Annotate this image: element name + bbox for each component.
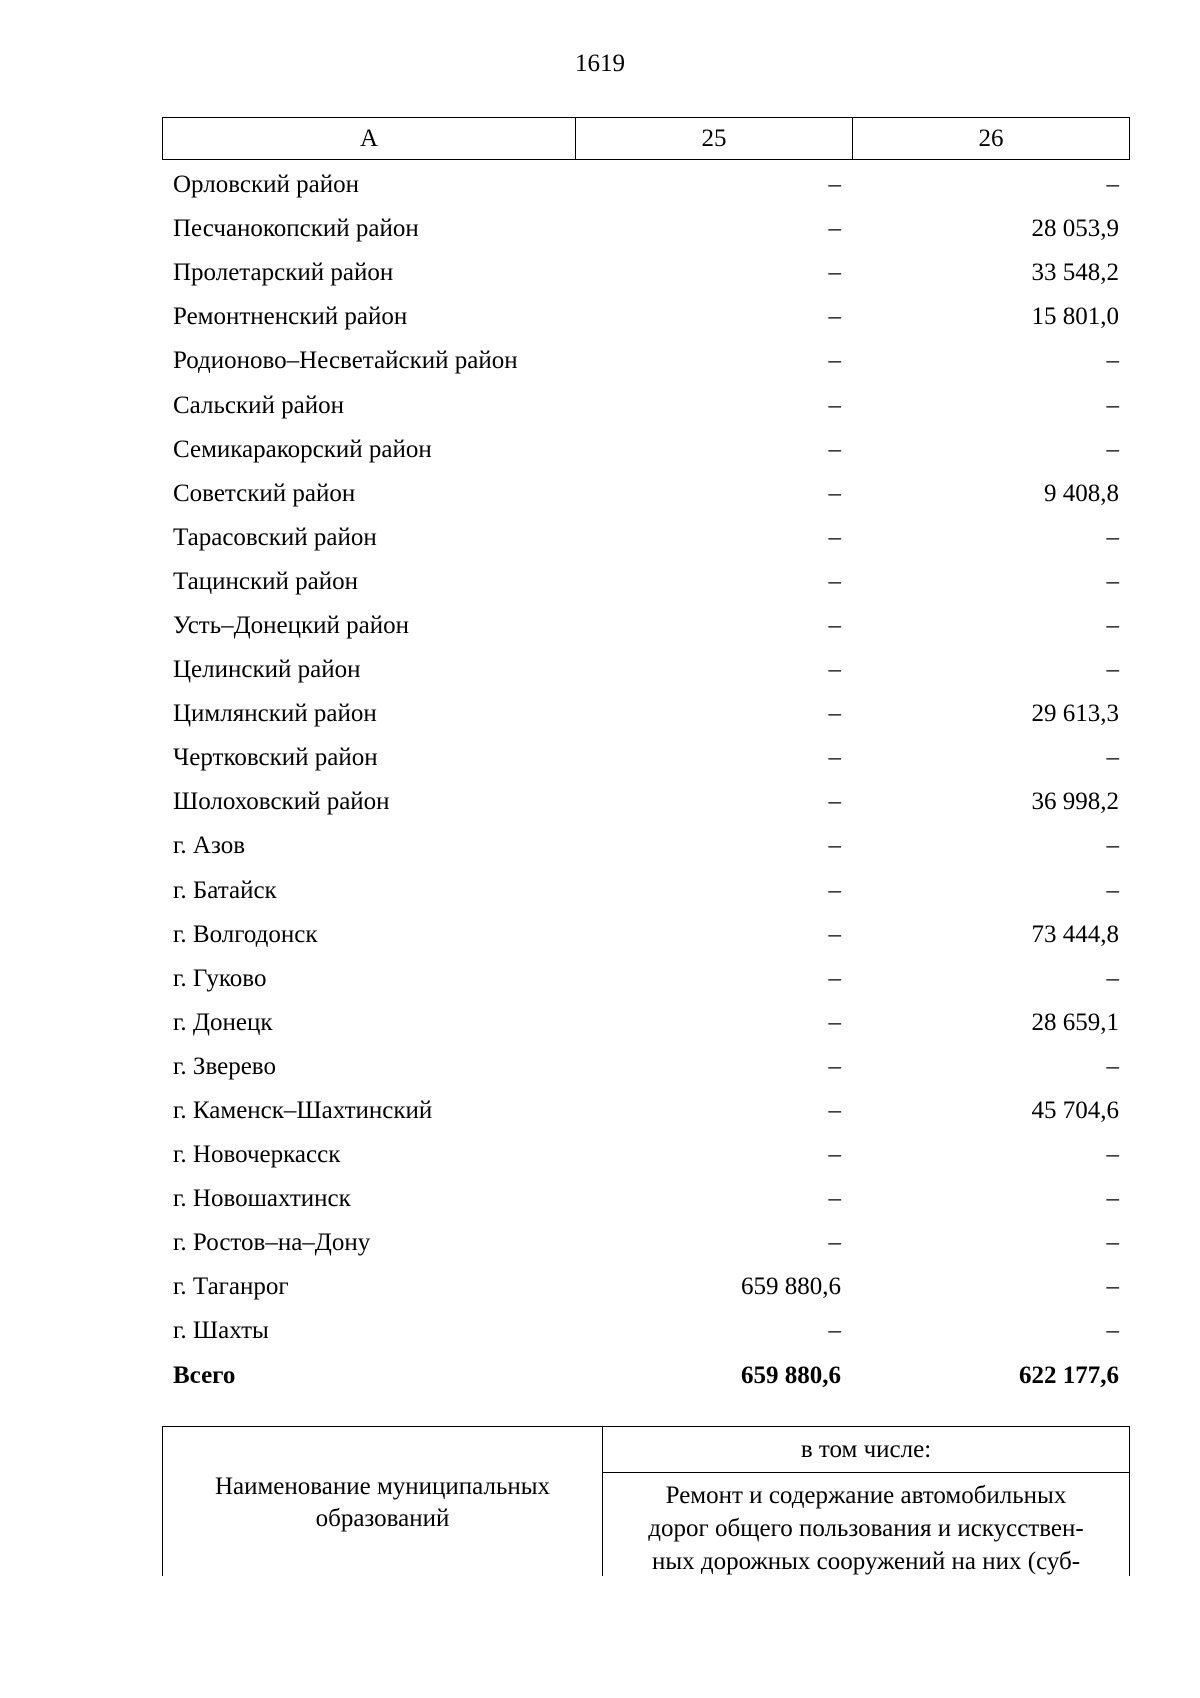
table-row	[162, 869, 1130, 913]
value-col-26: –	[1106, 1317, 1119, 1345]
municipality-name: г. Каменск–Шахтинский	[173, 1097, 433, 1125]
value-col-25: –	[828, 303, 841, 331]
value-col-26: –	[1106, 832, 1119, 860]
value-col-25: –	[828, 788, 841, 816]
municipality-name: г. Шахты	[173, 1317, 269, 1345]
table-row	[162, 1045, 1130, 1089]
value-col-26: 28 053,9	[1031, 215, 1119, 243]
table-row	[162, 383, 1130, 427]
column-header-25: 25	[576, 118, 853, 159]
table-row	[162, 339, 1130, 383]
table-row	[162, 692, 1130, 736]
table-row	[162, 560, 1130, 604]
table-row	[162, 207, 1130, 251]
value-col-26: –	[1106, 347, 1119, 375]
value-col-26: –	[1106, 567, 1119, 595]
value-col-26: 33 548,2	[1031, 259, 1119, 287]
table-row	[162, 1309, 1130, 1353]
value-col-26: –	[1106, 656, 1119, 684]
municipality-name: Тацинский район	[173, 567, 358, 595]
value-col-26: 622 177,6	[1019, 1361, 1119, 1389]
table-row	[162, 251, 1130, 295]
value-col-26: 36 998,2	[1031, 788, 1119, 816]
municipality-name: г. Ростов–на–Дону	[173, 1229, 371, 1257]
table-row	[162, 736, 1130, 780]
municipality-name: г. Азов	[173, 832, 246, 860]
value-col-25: –	[828, 611, 841, 639]
value-col-26: 73 444,8	[1031, 920, 1119, 948]
table-row	[162, 428, 1130, 472]
municipality-name: г. Зверево	[173, 1052, 276, 1080]
municipality-name: Тарасовский район	[173, 523, 377, 551]
value-col-26: –	[1106, 744, 1119, 772]
value-col-25: –	[828, 744, 841, 772]
value-col-26: 9 408,8	[1044, 479, 1119, 507]
value-col-26: –	[1106, 1141, 1119, 1169]
value-col-26: –	[1106, 876, 1119, 904]
municipality-name: Ремонтненский район	[173, 303, 408, 331]
value-col-25: –	[828, 479, 841, 507]
municipality-name: Пролетарский район	[173, 259, 394, 287]
header-line: образований	[315, 1505, 450, 1532]
value-col-26: –	[1106, 391, 1119, 419]
value-col-25: –	[828, 435, 841, 463]
column-header-26: 26	[978, 124, 1004, 152]
value-col-25: –	[828, 1052, 841, 1080]
value-col-25: –	[828, 171, 841, 199]
municipality-name: г. Таганрог	[173, 1273, 289, 1301]
table-row	[162, 472, 1130, 516]
municipality-name: Сальский район	[173, 391, 344, 419]
value-col-26: 15 801,0	[1031, 303, 1119, 331]
municipality-name: г. Новошахтинск	[173, 1185, 351, 1213]
table-row	[162, 295, 1130, 339]
value-col-26: –	[1106, 964, 1119, 992]
header-line: Ремонт и содержание автомобильных	[665, 1482, 1067, 1509]
municipality-name: Усть–Донецкий район	[173, 611, 410, 639]
value-col-26: –	[1106, 171, 1119, 199]
value-col-26: 45 704,6	[1031, 1097, 1119, 1125]
municipality-name: г. Донецк	[173, 1008, 273, 1036]
header-line: Наименование муниципальных	[214, 1473, 551, 1500]
municipality-name: Родионово–Несветайский район	[173, 347, 518, 375]
value-col-26: 28 659,1	[1031, 1008, 1119, 1036]
table-row	[162, 1265, 1130, 1309]
value-col-25: –	[828, 1008, 841, 1036]
table-row	[162, 516, 1130, 560]
value-col-25: –	[828, 215, 841, 243]
value-col-25: –	[828, 656, 841, 684]
value-col-25: –	[828, 1141, 841, 1169]
table-body	[162, 163, 1130, 1398]
page-number: 1619	[575, 50, 625, 77]
value-col-25: –	[828, 1097, 841, 1125]
municipality-name: г. Новочеркасск	[173, 1141, 341, 1169]
value-col-25: –	[828, 523, 841, 551]
value-col-25: –	[828, 832, 841, 860]
value-col-26: –	[1106, 1273, 1119, 1301]
value-col-26: –	[1106, 523, 1119, 551]
second-table-header	[162, 1426, 1130, 1576]
table-row	[162, 1221, 1130, 1265]
table-header	[162, 117, 1130, 160]
value-col-25: –	[828, 347, 841, 375]
value-col-25: 659 880,6	[741, 1273, 841, 1301]
column-header-a: А	[163, 118, 576, 159]
header-line: дорог общего пользования и искусствен-	[648, 1515, 1084, 1542]
table-row	[162, 824, 1130, 868]
total-row	[162, 1354, 1130, 1398]
value-col-25: –	[828, 391, 841, 419]
value-col-26: –	[1106, 1052, 1119, 1080]
municipality-name: г. Волгодонск	[173, 920, 318, 948]
header-line: ных дорожных сооружений на них (суб-	[651, 1548, 1081, 1575]
road-repair-header	[603, 1475, 1129, 1578]
table-row	[162, 163, 1130, 207]
municipality-name: Орловский район	[173, 171, 359, 199]
value-col-25: –	[828, 567, 841, 595]
table-row	[162, 604, 1130, 648]
municipality-name: Цимлянский район	[173, 700, 377, 728]
table-row	[162, 1001, 1130, 1045]
municipality-name: Песчанокопский район	[173, 215, 419, 243]
municipality-name: Чертковский район	[173, 744, 378, 772]
table-row	[162, 1177, 1130, 1221]
table-row	[162, 913, 1130, 957]
value-col-25: –	[828, 964, 841, 992]
municipality-name: Семикаракорский район	[173, 435, 432, 463]
value-col-26: –	[1106, 435, 1119, 463]
value-col-25: –	[828, 259, 841, 287]
value-col-26: –	[1106, 1185, 1119, 1213]
value-col-25: –	[828, 1185, 841, 1213]
municipality-name: Целинский район	[173, 656, 361, 684]
municipality-name: г. Гуково	[173, 964, 267, 992]
value-col-26: –	[1106, 1229, 1119, 1257]
value-col-25: 659 880,6	[741, 1361, 841, 1389]
value-col-25: –	[828, 1317, 841, 1345]
value-col-26: 29 613,3	[1031, 700, 1119, 728]
municipality-name: Всего	[173, 1361, 236, 1389]
including-header: в том числе:	[603, 1427, 1129, 1473]
table-row	[162, 1089, 1130, 1133]
value-col-25: –	[828, 1229, 841, 1257]
table-row	[162, 1133, 1130, 1177]
value-col-25: –	[828, 700, 841, 728]
table-row	[162, 957, 1130, 1001]
value-col-25: –	[828, 876, 841, 904]
table-row	[162, 648, 1130, 692]
table-row	[162, 780, 1130, 824]
value-col-26: –	[1106, 611, 1119, 639]
value-col-25: –	[828, 920, 841, 948]
municipality-name: Советский район	[173, 479, 356, 507]
municipality-name-header	[163, 1427, 603, 1576]
municipality-name: г. Батайск	[173, 876, 277, 904]
municipality-name: Шолоховский район	[173, 788, 390, 816]
